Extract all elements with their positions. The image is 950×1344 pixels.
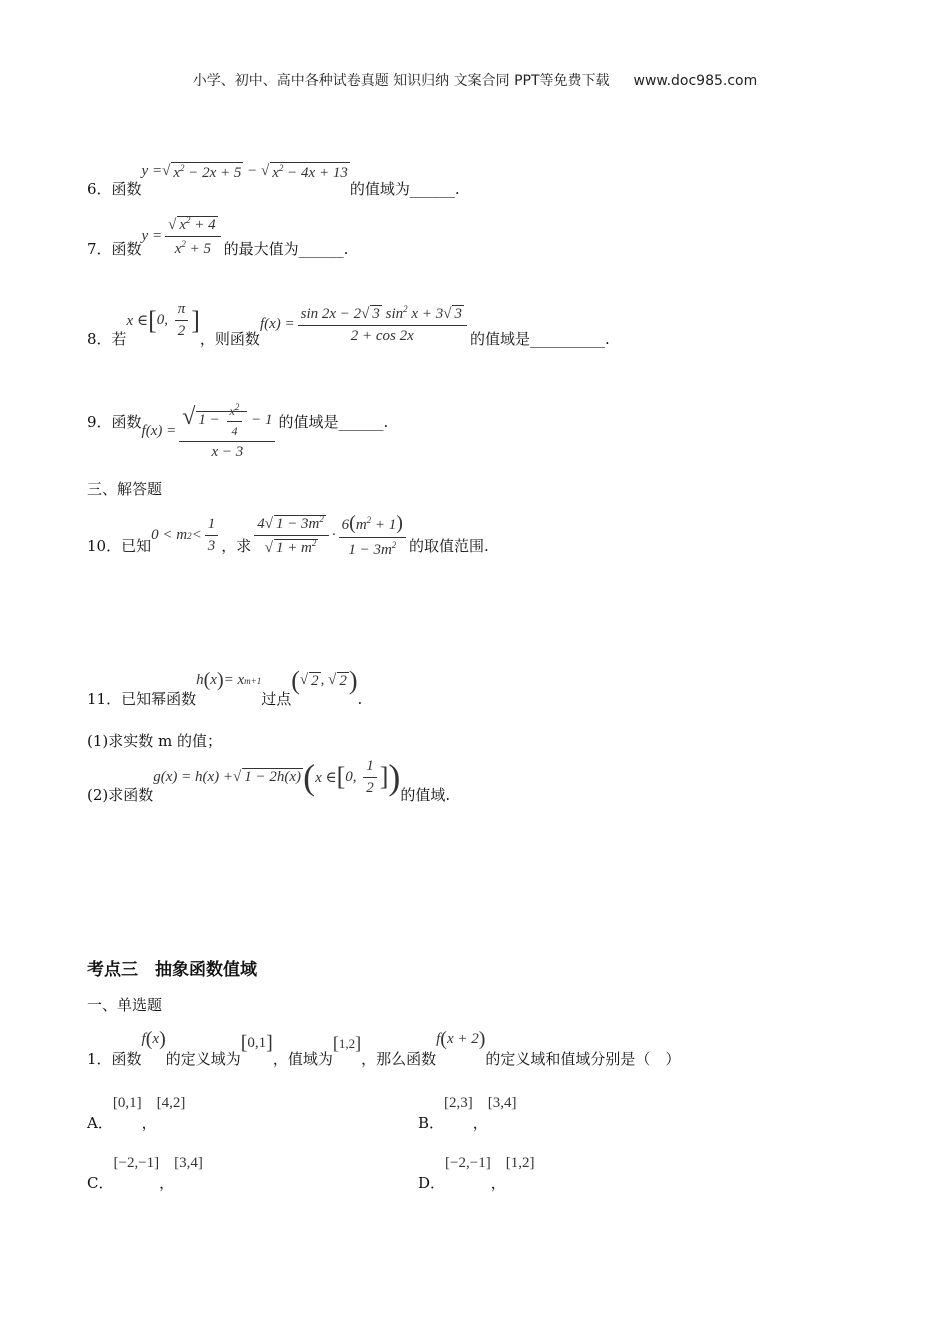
mc1-number: 1．函数: [87, 1050, 142, 1068]
q10-number: 10．已知: [87, 537, 152, 555]
header-url: www.doc985.com: [633, 73, 758, 89]
option-c-label: C．: [87, 1174, 114, 1192]
option-b-second: [3,4]: [487, 1095, 517, 1111]
q11-number: 11．已知幂函数: [87, 690, 197, 708]
question-7: [87, 214, 348, 259]
q6-formula: y = √ $x^2 - 2x + 5$ − √ $x^2 - 4x + 13$: [141, 162, 348, 181]
mc1-fx2: f ( x + 2 ): [436, 1028, 486, 1050]
q11-2-suffix: 的值域.: [400, 785, 451, 804]
question-9: [87, 388, 388, 461]
q10-mid: ，求: [221, 537, 252, 555]
q11-mid: 过点: [261, 690, 292, 708]
option-c[interactable]: [87, 1150, 203, 1193]
page-header: [0, 70, 950, 90]
option-b-label: B．: [418, 1114, 445, 1132]
q9-number: 9．函数: [87, 413, 142, 431]
option-c-comma: ，: [159, 1174, 175, 1192]
topic-heading: 考点三 抽象函数值域: [87, 960, 257, 980]
q10-formula: $\frac{4√ 1 - 3m^2}{√ 1 + m^2}$ · $\frac{6(m^2 + 1)}{1 - 3m^2}$: [251, 512, 409, 559]
option-b-first: [2,3]: [444, 1095, 473, 1111]
section-1-title: 一、单选题: [87, 996, 163, 1014]
section-3-title: 三、解答题: [87, 480, 163, 498]
option-a-first: [0,1]: [112, 1095, 142, 1111]
mc1-t4: 的定义域和值域分别是（ ）: [485, 1050, 681, 1068]
question-8: [87, 300, 610, 349]
option-a-second: [4,2]: [156, 1095, 186, 1111]
option-a[interactable]: [87, 1090, 185, 1133]
question-6: [87, 160, 460, 199]
mc1-range: [ 1,2 ]: [332, 1033, 362, 1053]
mc1-t2: ，值域为: [272, 1050, 333, 1068]
question-10: [87, 512, 489, 559]
mc-question-1: [87, 1026, 680, 1069]
option-a-comma: ，: [141, 1114, 157, 1132]
q8-domain: x ∈ [ 0, $\frac{\pi}{2}$ ]: [126, 301, 200, 339]
option-b-comma: ，: [472, 1114, 488, 1132]
question-11-part-2: [87, 757, 451, 806]
q7-suffix: 的最大值为______.: [223, 240, 349, 258]
option-d-comma: ，: [490, 1174, 506, 1192]
q11-2-prefix: (2)求函数: [87, 785, 154, 804]
q6-suffix: 的值域为______.: [349, 180, 460, 198]
q10-condition: 0 < m 2 < $\frac{1}{3}$: [151, 516, 221, 555]
q7-formula: y = $\frac{√ x^2 + 4}{x^2 + 5}$: [142, 215, 224, 258]
option-d-first: [−2,−1]: [445, 1155, 491, 1171]
header-text: 小学、初中、高中各种试卷真题 知识归纳 文案合同 PPT等免费下载: [192, 73, 610, 89]
mc1-domain: [ 0,1 ]: [240, 1032, 273, 1054]
option-c-first: [−2,−1]: [113, 1155, 160, 1171]
option-a-label: A．: [87, 1114, 113, 1132]
question-11: [87, 665, 363, 709]
q7-number: 7．函数: [87, 240, 142, 258]
q11-2-formula: g(x) = h(x) + √ 1 − 2h(x) ( x ∈ [ 0, $\frac{1}{2}$ ] ): [153, 757, 401, 797]
q11-point: ( √ 2 , √ 2 ): [291, 665, 358, 695]
q8-suffix: 的值域是__________.: [469, 330, 610, 348]
q9-formula: f(x) = √ 1 − $\frac{x^2}{4}$ − 1 x − 3: [142, 402, 279, 461]
q10-suffix: 的取值范围.: [408, 537, 489, 555]
q8-number: 8．若: [87, 330, 127, 348]
q6-number: 6．函数: [87, 180, 142, 198]
q11-function: h ( x ) = x m+1: [196, 669, 262, 691]
option-c-second: [3,4]: [174, 1155, 203, 1171]
option-d-second: [1,2]: [505, 1155, 535, 1171]
mc1-t3: ，那么函数: [361, 1050, 437, 1068]
q8-mid: ，则函数: [199, 330, 260, 348]
option-d-label: D．: [418, 1174, 446, 1192]
mc1-fx: f ( x ): [141, 1028, 166, 1050]
option-b[interactable]: [418, 1090, 517, 1133]
q9-suffix: 的值域是______.: [278, 413, 389, 431]
question-11-part-1: (1)求实数 m 的值；: [87, 732, 223, 750]
q11-suffix: .: [357, 689, 363, 708]
option-d[interactable]: [418, 1150, 534, 1193]
q8-formula: f(x) = $\frac{\sin 2x - 2√ 3 \sin^2 x + 3√ 3}{2 + \cos 2x}$: [260, 304, 470, 345]
mc1-t1: 的定义域为: [165, 1050, 241, 1068]
